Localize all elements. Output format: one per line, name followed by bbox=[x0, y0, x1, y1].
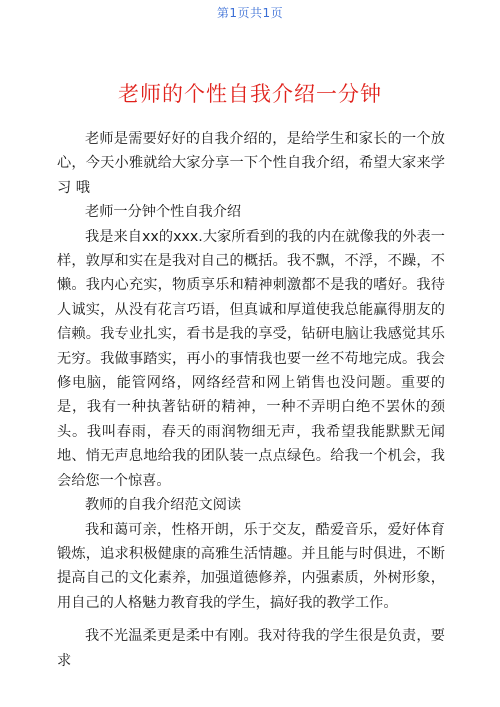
section-heading-sample: 教师的自我介绍范文阅读 bbox=[85, 497, 242, 514]
intro-paragraph: 老师是需要好好的自我介绍的，是给学生和家长的一个放心，今天小雅就给大家分享一下个性自我介绍，希望大家来学习 哦 bbox=[57, 131, 445, 196]
document-body bbox=[57, 127, 445, 673]
section-heading-one-minute: 老师一分钟个性自我介绍 bbox=[85, 204, 242, 221]
self-intro-paragraph: 我是来自xx的xxx.大家所看到的我的内在就像我的外表一样，敦厚和实在是我对自己的概括。我不飘，不浮，不躁，不懒。我内心充实，物质享乐和精神刺激都不是我的嗜好。我待人诚实，从没有花言巧语，但真诚和厚道使我总能赢得朋友的信赖。我专业扎实，看书是我的享受，钻研电脑让我感觉其乐无穷。我做事踏实，再小的事情我也要一丝不苟地完成。我会修电脑，能管网络，网络经营和网上销售也没问题。重要的是，我有一种执著钻研的精神，一种不弄明白绝不罢休的颈头。我叫春雨，春天的雨润物细无声，我希望我能默默无闻地、悄无声息地给我的团队装一点点绿色。给我一个机会，我会给您一个惊喜。 bbox=[57, 228, 445, 489]
page-indicator: 第1页共1页 bbox=[216, 6, 284, 20]
document-title: 老师的个性自我介绍一分钟 bbox=[118, 82, 382, 106]
sample-paragraph: 我和蔼可亲，性格开朗，乐于交友，酷爱音乐，爱好体育锻炼，追求积极健康的高雅生活情趣。并且能与时俱进，不断提高自己的文化素养，加强道德修养，内强素质，外树形象，用自己的人格魅力教育我的学生，搞好我的教学工作。 bbox=[57, 521, 445, 611]
closing-paragraph: 我不光温柔更是柔中有刚。我对待我的学生很是负责，要求 bbox=[57, 628, 445, 669]
